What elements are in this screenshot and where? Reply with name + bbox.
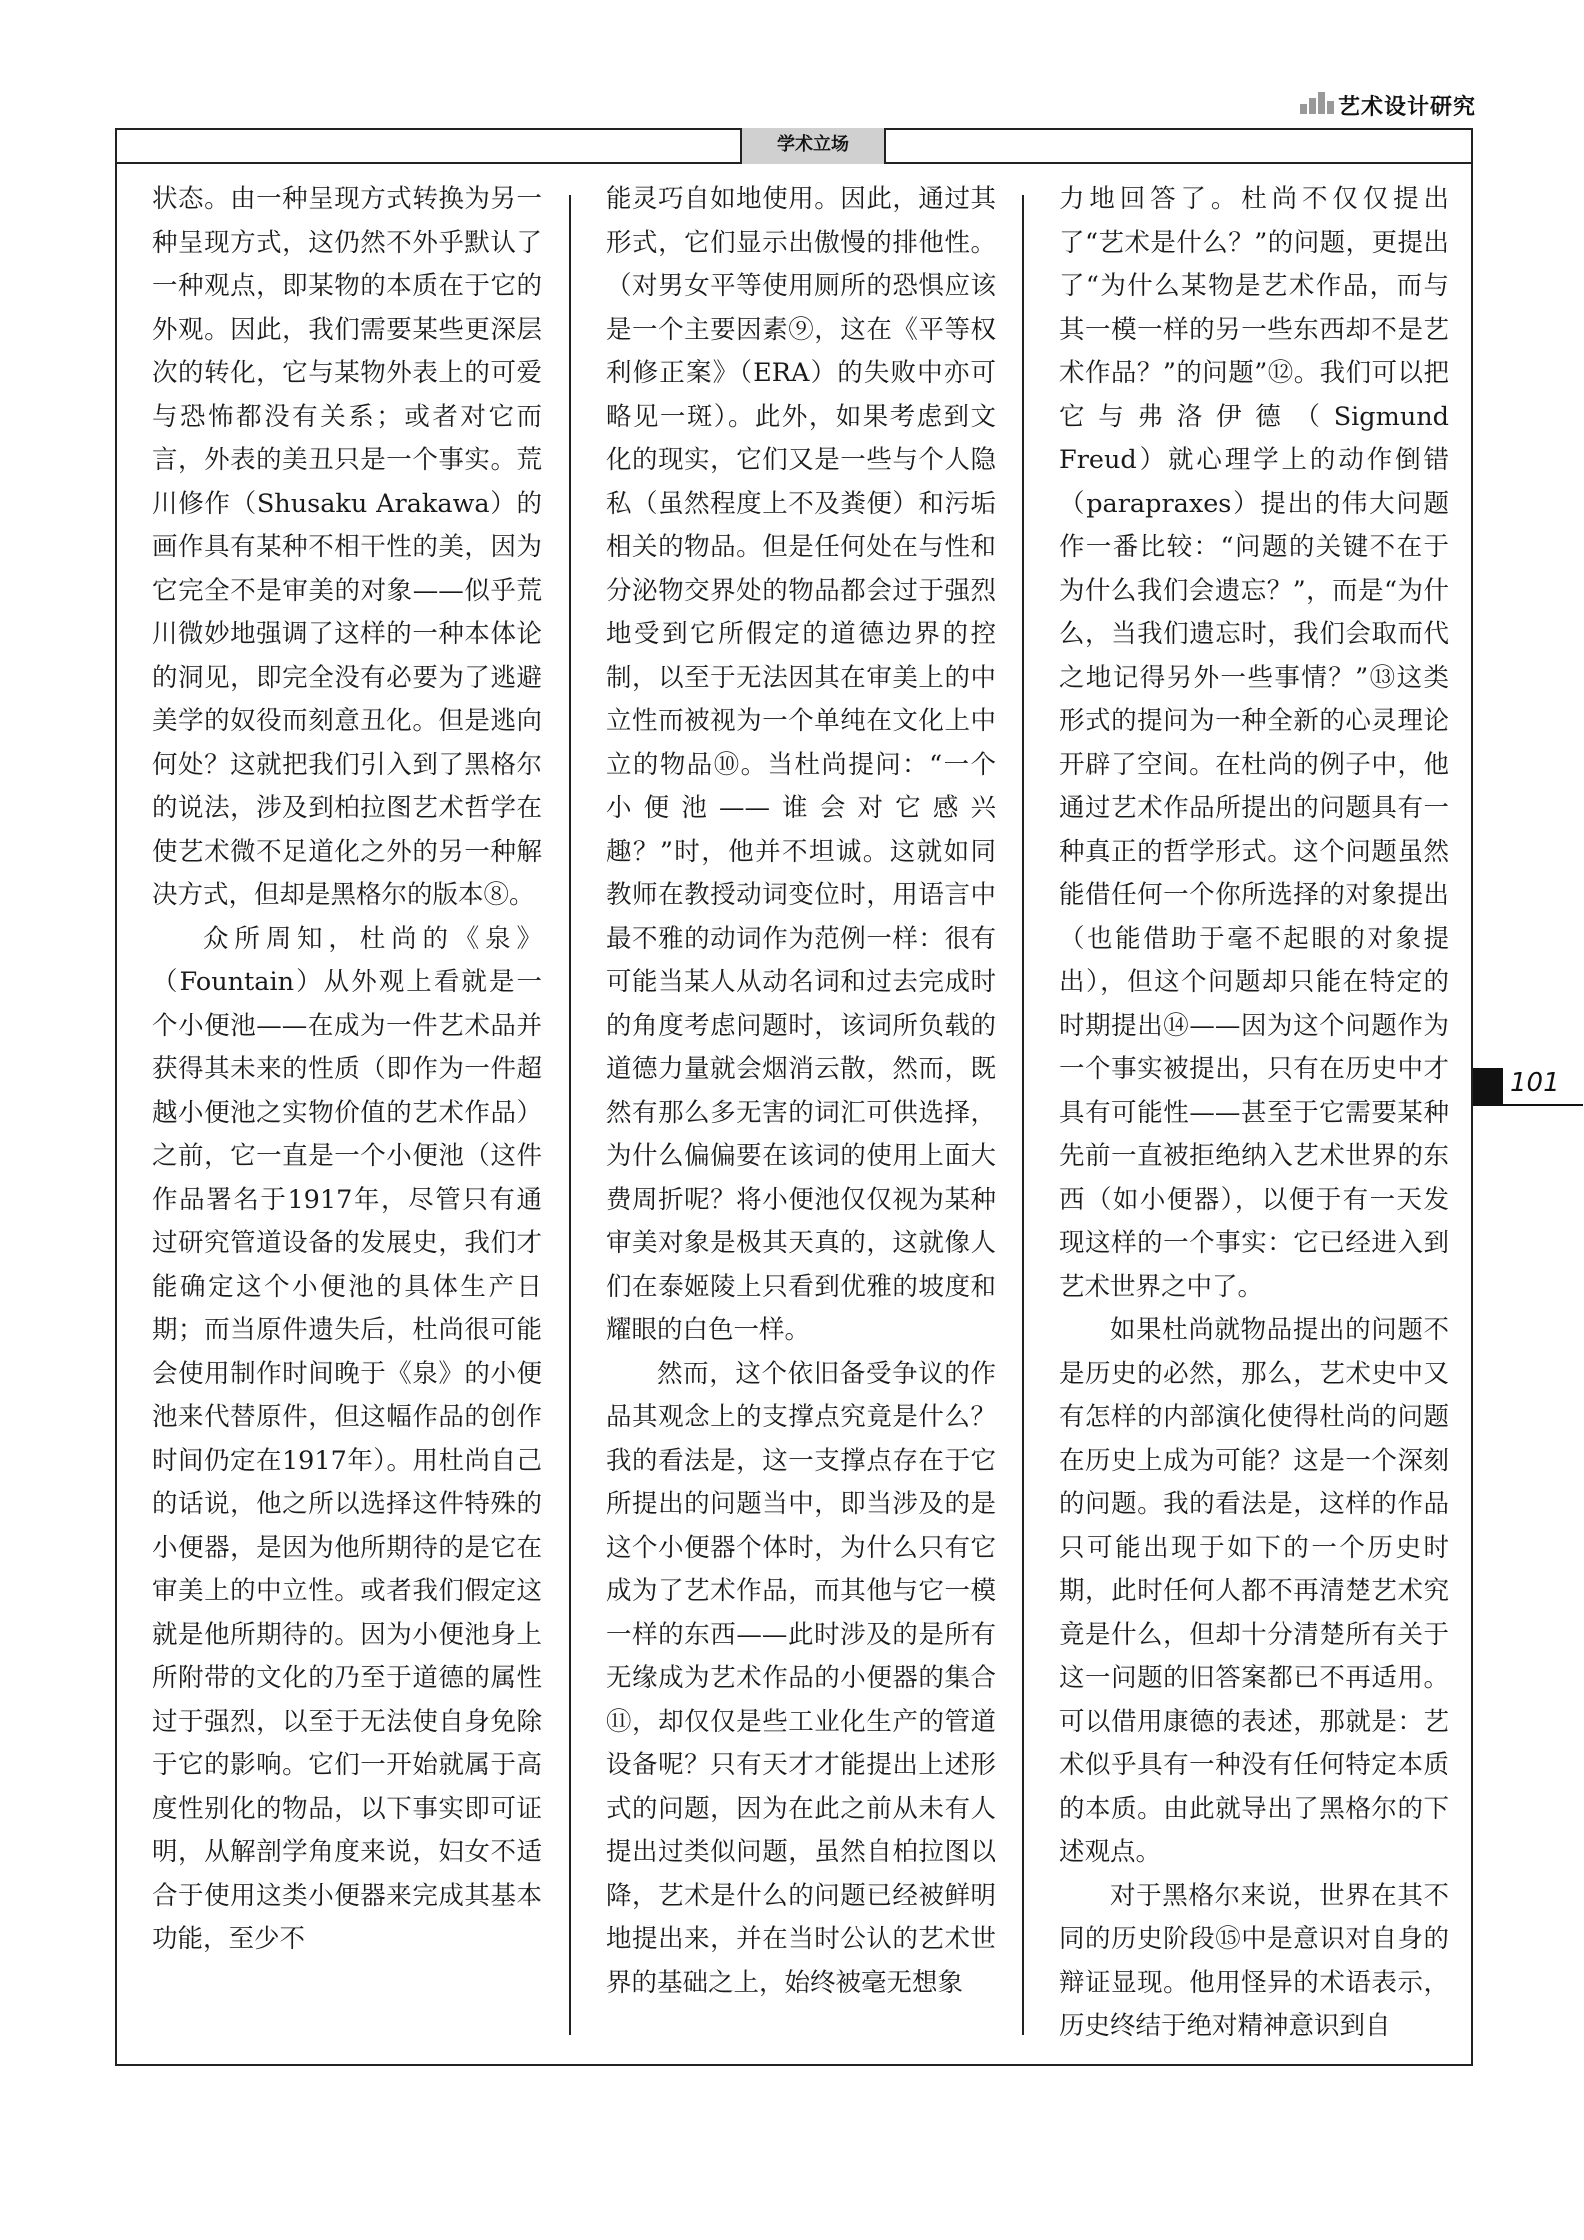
column-divider [569,195,571,2035]
journal-logo-icon [1300,92,1334,114]
paragraph: 力地回答了。杜尚不仅仅提出了“艺术是什么？”的问题，更提出了“为什么某物是艺术作品，而与其一模一样的另一些东西却不是艺术作品？”的问题”⑫。我们可以把它与弗洛伊德（Sigmund Freud）就心理学上的动作倒错（parapraxes）提出的伟大问题作一番比较：“问题的关键不在于为什么我们会遗忘？”，而是“为什么，当我们遗忘时，我们会取而代之地记得另外一些事情？”⑬这类形式的提问为一种全新的心灵理论开辟了空间。在杜尚的例子中，他通过艺术作品所提出的问题具有一种真正的哲学形式。这个问题虽然能借任何一个你所选择的对象提出（也能借助于毫不起眼的对象提出），但这个问题却只能在特定的时期提出⑭——因为这个问题作为一个事实被提出，只有在历史中才具有可能性——甚至于它需要某种先前一直被拒绝纳入艺术世界的东西（如小便器），以便于有一天发现这样的一个事实：它已经进入到艺术世界之中了。 [1059,184,1449,1302]
column-divider [1022,195,1024,2035]
paragraph: 能灵巧自如地使用。因此，通过其形式，它们显示出傲慢的排他性。（对男女平等使用厕所的恐惧应该是一个主要因素⑨，这在《平等权利修正案》（ERA）的失败中亦可略见一斑）。此外，如果考虑到文化的现实，它们又是一些与个人隐私（虽然程度上不及粪便）和污垢相关的物品。但是任何处在与性和分泌物交界处的物品都会过于强烈地受到它所假定的道德边界的控制，以至于无法因其在审美上的中立性而被视为一个单纯在文化上中立的物品⑩。当杜尚提问：“一个小便池——谁会对它感兴趣？”时，他并不坦诚。这就如同教师在教授动词变位时，用语言中最不雅的动词作为范例一样：很有可能当某人从动名词和过去完成时的角度考虑问题时，该词所负载的道德力量就会烟消云散，然而，既然有那么多无害的词汇可供选择，为什么偏偏要在该词的使用上面大费周折呢？将小便池仅仅视为某种审美对象是极其天真的，这就像人们在泰姬陵上只看到优雅的坡度和耀眼的白色一样。 [606,184,996,1345]
paragraph: 如果杜尚就物品提出的问题不是历史的必然，那么，艺术史中又有怎样的内部演化使得杜尚的问题在历史上成为可能？这是一个深刻的问题。我的看法是，这样的作品只可能出现于如下的一个历史时期，此时任何人都不再清楚艺术究竟是什么，但却十分清楚所有关于这一问题的旧答案都已不再适用。可以借用康德的表述，那就是：艺术似乎具有一种没有任何特定本质的本质。由此就导出了黑格尔的下述观点。 [1059,1315,1449,1867]
text-column-3 [1059,178,1449,2058]
section-label: 学术立场 [740,128,886,164]
journal-title: 艺术设计研究 [1338,95,1477,120]
paragraph: 状态。由一种呈现方式转换为另一种呈现方式，这仍然不外乎默认了一种观点，即某物的本质在于它的外观。因此，我们需要某些更深层次的转化，它与某物外表上的可爱与恐怖都没有关系；或者对它而言，外表的美丑只是一个事实。荒川修作（Shusaku Arakawa）的画作具有某种不相干性的美，因为它完全不是审美的对象——似乎荒川微妙地强调了这样的一种本体论的洞见，即完全没有必要为了逃避美学的奴役而刻意丑化。但是逃向何处？这就把我们引入到了黑格尔的说法，涉及到柏拉图艺术哲学在使艺术微不足道化之外的另一种解决方式，但却是黑格尔的版本⑧。 [152,184,542,910]
paragraph: 对于黑格尔来说，世界在其不同的历史阶段⑮中是意识对自身的辩证显现。他用怪异的术语表示，历史终结于绝对精神意识到自 [1059,1880,1449,2041]
paragraph: 然而，这个依旧备受争议的作品其观念上的支撑点究竟是什么？我的看法是，这一支撑点存在于它所提出的问题当中，即当涉及的是这个小便器个体时，为什么只有它成为了艺术作品，而其他与它一模一样的东西——此时涉及的是所有无缘成为艺术作品的小便器的集合⑪，却仅仅是些工业化生产的管道设备呢？只有天才才能提出上述形式的问题，因为在此之前从未有人提出过类似问题，虽然自柏拉图以降，艺术是什么的问题已经被鲜明地提出来，并在当时公认的艺术世界的基础之上，始终被毫无想象 [606,1358,996,1998]
page-number-marker [1473,1068,1503,1106]
page-number: 101 [1510,1068,1560,1098]
text-column-1 [152,178,542,2058]
paragraph: 众所周知，杜尚的《泉》（Fountain）从外观上看就是一个小便池——在成为一件艺术品并获得其未来的性质（即作为一件超越小便池之实物价值的艺术作品）之前，它一直是一个小便池（这件作品署名于1917年，尽管只有通过研究管道设备的发展史，我们才能确定这个小便池的具体生产日期；而当原件遗失后，杜尚很可能会使用制作时间晚于《泉》的小便池来代替原件，但这幅作品的创作时间仍定在1917年）。用杜尚自己的话说，他之所以选择这件特殊的小便器，是因为他所期待的是它在审美上的中立性。或者我们假定这就是他所期待的。因为小便池身上所附带的文化的乃至于道德的属性过于强烈，以至于无法使自身免除于它的影响。它们一开始就属于高度性别化的物品，以下事实即可证明，从解剖学角度来说，妇女不适合于使用这类小便器来完成其基本功能，至少不 [152,923,542,1954]
text-column-2 [606,178,996,2058]
page-number-rule [1503,1104,1583,1106]
